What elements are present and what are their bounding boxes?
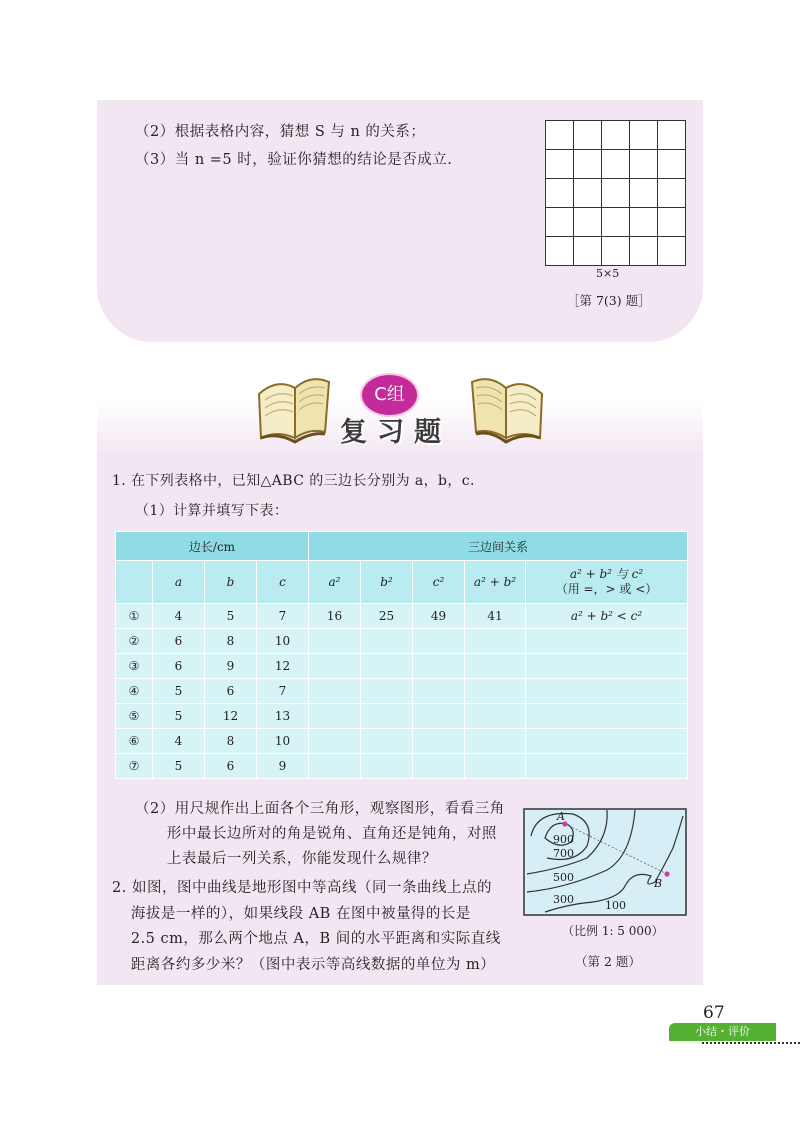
- triangle-sides-table: [115, 531, 688, 779]
- contour-map-figure: [523, 808, 687, 916]
- table-cell: [413, 654, 465, 679]
- contour-label: 700: [553, 847, 574, 860]
- table-cell: 9: [257, 754, 309, 779]
- table-cell: [361, 679, 413, 704]
- column-header-comparison: [526, 561, 688, 604]
- table-row: [116, 604, 688, 629]
- section-title: 复习题: [340, 417, 451, 448]
- table-cell: [361, 629, 413, 654]
- table-cell: 41: [465, 604, 526, 629]
- open-book-icon-right: [468, 372, 546, 444]
- table-cell: ①: [116, 604, 153, 629]
- table-cell: 13: [257, 704, 309, 729]
- column-header: c²: [413, 561, 465, 604]
- table-cell: 6: [153, 654, 205, 679]
- contour-label: 300: [553, 893, 574, 906]
- map-scale-caption: （比例 1: 5 000）: [562, 924, 664, 938]
- table-cell: [413, 754, 465, 779]
- table-cell: ⑤: [116, 704, 153, 729]
- table-cell: [413, 679, 465, 704]
- column-header: c: [257, 561, 309, 604]
- table-cell: 6: [205, 679, 257, 704]
- table-cell: 12: [205, 704, 257, 729]
- text-line: 2. 如图，图中曲线是地形图中等高线（同一条曲线上点的: [112, 880, 492, 896]
- column-header: [116, 561, 153, 604]
- table-cell: 6: [205, 754, 257, 779]
- question-2: [112, 876, 501, 978]
- comparison-header-line1: a² + b² 与 c²: [569, 567, 644, 581]
- text-line: 形中最长边所对的角是锐角、直角还是钝角，对照: [166, 826, 497, 842]
- column-header: b²: [361, 561, 413, 604]
- header-relations: 三边间关系: [309, 532, 688, 561]
- text-line: （2）用尺规作出上面各个三角形，观察图形，看看三角: [135, 801, 505, 817]
- table-cell: ②: [116, 629, 153, 654]
- table-row: [116, 679, 688, 704]
- table-cell: [465, 654, 526, 679]
- table-cell: [361, 704, 413, 729]
- text-line: 上表最后一列关系，你能发现什么规律？: [166, 851, 437, 867]
- table-cell: ④: [116, 679, 153, 704]
- table-cell: [465, 729, 526, 754]
- table-cell: 4: [153, 604, 205, 629]
- table-group-header-row: [116, 532, 688, 561]
- table-cell: [309, 729, 361, 754]
- table-cell: 6: [153, 629, 205, 654]
- table-cell: [361, 729, 413, 754]
- table-cell: 25: [361, 604, 413, 629]
- section-tag: 小结・评价: [669, 1023, 776, 1041]
- header-side-lengths: 边长/cm: [116, 532, 309, 561]
- table-cell: [309, 704, 361, 729]
- table-cell: 8: [205, 729, 257, 754]
- table-row: [116, 654, 688, 679]
- table-cell: 4: [153, 729, 205, 754]
- table-cell: [465, 679, 526, 704]
- table-cell: [526, 629, 688, 654]
- table-row: [116, 704, 688, 729]
- grid-caption: 5×5: [596, 267, 620, 280]
- table-cell: ③: [116, 654, 153, 679]
- table-cell: [526, 654, 688, 679]
- open-book-icon-left: [255, 372, 333, 444]
- table-cell: a² + b² < c²: [526, 604, 688, 629]
- footer-dotted-line: [702, 1042, 800, 1044]
- contour-label: 100: [605, 899, 626, 912]
- grid-5x5-figure: [545, 120, 686, 266]
- table-cell: 7: [257, 604, 309, 629]
- table-cell: 12: [257, 654, 309, 679]
- table-cell: [413, 704, 465, 729]
- table-cell: [413, 729, 465, 754]
- table-cell: [465, 629, 526, 654]
- table-cell: [361, 754, 413, 779]
- contour-label: 500: [553, 871, 574, 884]
- column-header: a²: [309, 561, 361, 604]
- group-badge: C组: [360, 373, 419, 417]
- table-cell: [309, 654, 361, 679]
- table-cell: [309, 679, 361, 704]
- table-cell: [413, 629, 465, 654]
- table-cell: [526, 729, 688, 754]
- table-cell: 8: [205, 629, 257, 654]
- table-cell: ⑦: [116, 754, 153, 779]
- table-cell: ⑥: [116, 729, 153, 754]
- table-cell: [309, 629, 361, 654]
- question-1-part-2: [135, 797, 505, 872]
- table-cell: [526, 679, 688, 704]
- map-point-a: A: [557, 810, 565, 823]
- table-cell: 9: [205, 654, 257, 679]
- text-line: 距离各约多少米？（图中表示等高线数据的单位为 m）: [130, 956, 496, 973]
- table-cell: 10: [257, 629, 309, 654]
- table-cell: [526, 704, 688, 729]
- contour-label: 900: [553, 833, 574, 846]
- question-7-part-2: （2）根据表格内容，猜想 S 与 n 的关系；: [135, 124, 426, 140]
- question-1-stem: 1. 在下列表格中，已知△ABC 的三边长分别为 a，b，c.: [112, 473, 475, 489]
- table-cell: 16: [309, 604, 361, 629]
- map-point-b: B: [654, 877, 663, 890]
- grid-figure-ref: ［第 7(3) 题］: [567, 293, 651, 308]
- column-header: a: [153, 561, 205, 604]
- table-cell: [361, 654, 413, 679]
- table-cell: 10: [257, 729, 309, 754]
- table-cell: 49: [413, 604, 465, 629]
- question-7-part-3: （3）当 n =5 时，验证你猜想的结论是否成立.: [135, 152, 453, 168]
- table-cell: [465, 754, 526, 779]
- table-cell: 5: [153, 679, 205, 704]
- table-cell: 7: [257, 679, 309, 704]
- table-row: [116, 629, 688, 654]
- comparison-header-line2: （用 =，> 或 <）: [555, 582, 658, 596]
- table-column-header-row: [116, 561, 688, 604]
- table-cell: [309, 754, 361, 779]
- table-row: [116, 754, 688, 779]
- map-figure-ref: （第 2 题）: [575, 954, 641, 969]
- table-cell: [526, 754, 688, 779]
- text-line: 2.5 cm，那么两个地点 A，B 间的水平距离和实际直线: [130, 931, 501, 947]
- table-cell: 5: [153, 754, 205, 779]
- table-cell: 5: [205, 604, 257, 629]
- column-header: b: [205, 561, 257, 604]
- question-1-part-1: （1）计算并填写下表：: [135, 503, 289, 519]
- column-header: a² + b²: [465, 561, 526, 604]
- table-cell: [465, 704, 526, 729]
- table-cell: 5: [153, 704, 205, 729]
- page-number: 67: [703, 1003, 725, 1023]
- table-row: [116, 729, 688, 754]
- text-line: 海拔是一样的），如果线段 AB 在图中被量得的长是: [130, 905, 471, 922]
